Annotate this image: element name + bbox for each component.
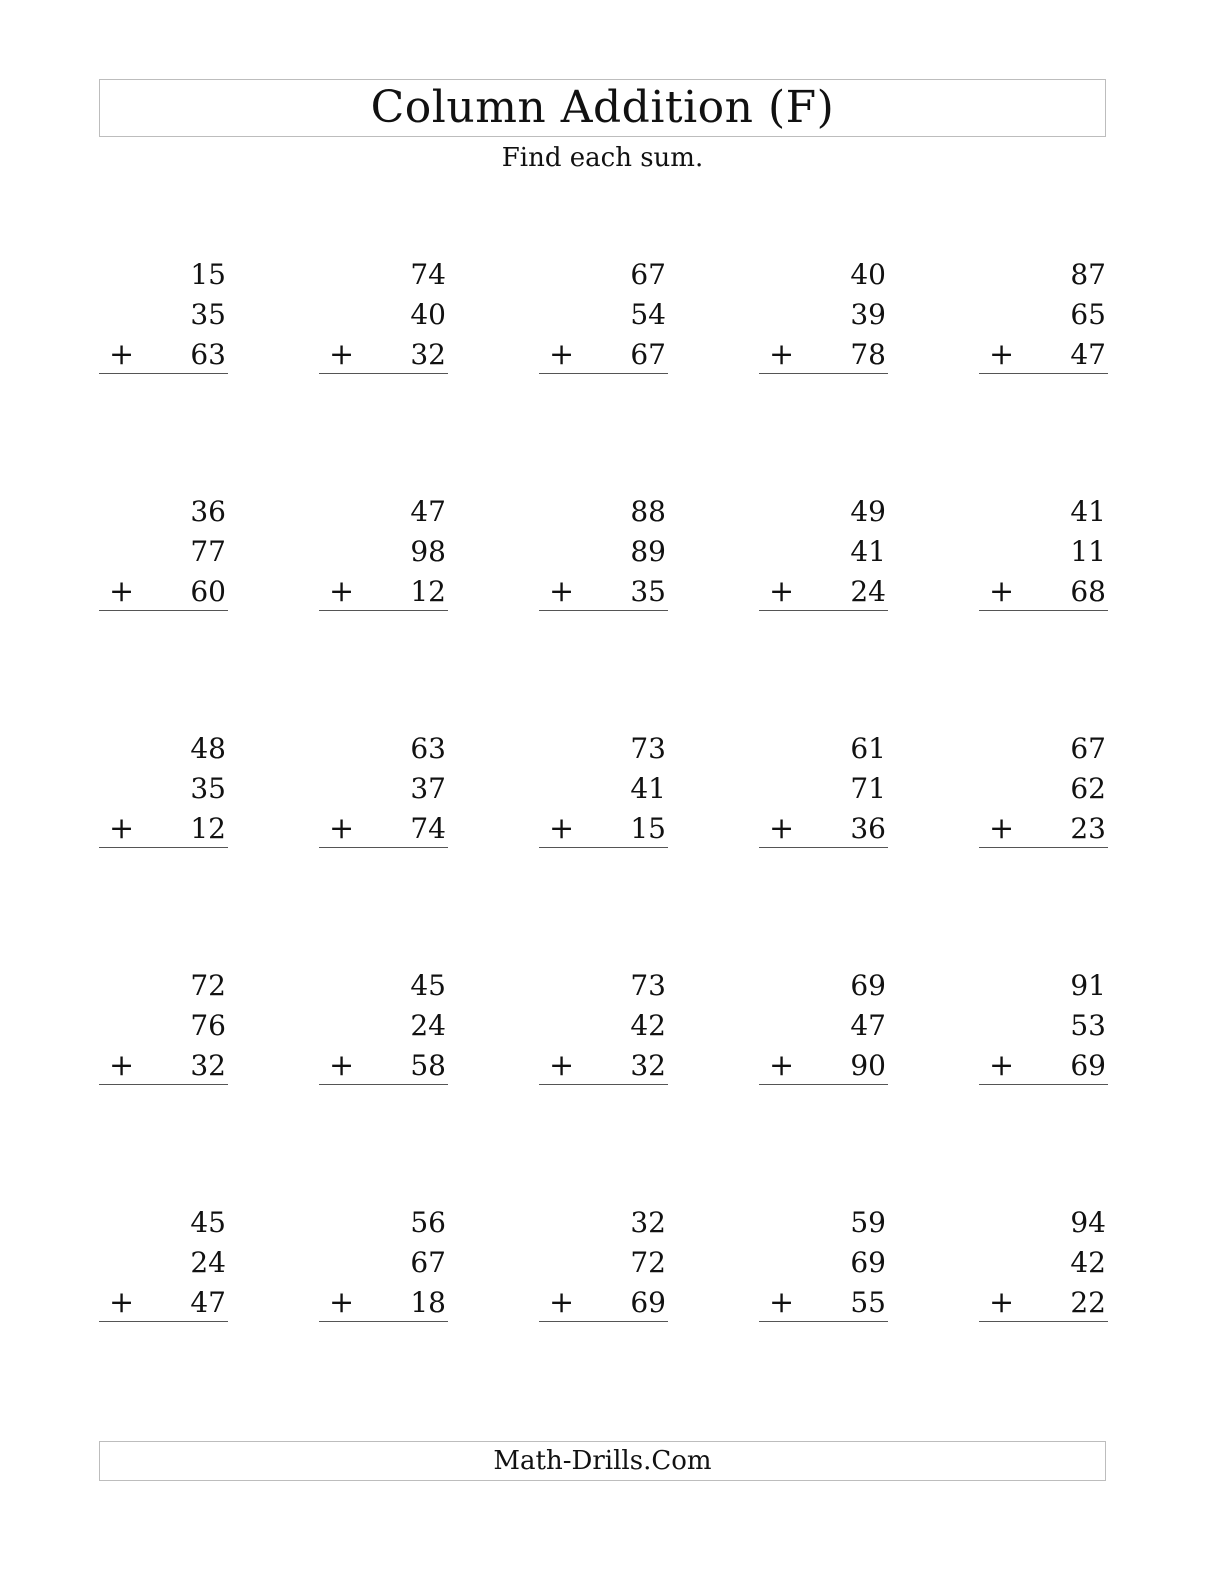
addend: 35 xyxy=(190,772,226,805)
addend: 65 xyxy=(1070,298,1106,331)
addition-problem xyxy=(979,492,1108,614)
addend: 37 xyxy=(410,772,446,805)
addend: 15 xyxy=(190,258,226,291)
addition-problem xyxy=(979,729,1108,851)
sum-line xyxy=(759,373,888,374)
plus-sign: + xyxy=(329,1048,355,1083)
addend: 42 xyxy=(630,1009,666,1042)
addition-problem xyxy=(99,729,228,851)
plus-sign: + xyxy=(769,1285,795,1320)
plus-sign: + xyxy=(989,1048,1015,1083)
addition-problem xyxy=(759,255,888,377)
addition-problem xyxy=(759,729,888,851)
addend: 77 xyxy=(190,535,226,568)
sum-line xyxy=(319,1321,448,1322)
sum-line xyxy=(319,610,448,611)
addend: 40 xyxy=(850,258,886,291)
addend: 68 xyxy=(1070,575,1106,608)
addend: 42 xyxy=(1070,1246,1106,1279)
plus-sign: + xyxy=(769,811,795,846)
plus-sign: + xyxy=(109,1285,135,1320)
plus-sign: + xyxy=(109,1048,135,1083)
addend: 69 xyxy=(1070,1049,1106,1082)
addend: 91 xyxy=(1070,969,1106,1002)
addition-problem xyxy=(539,729,668,851)
addend: 18 xyxy=(410,1286,446,1319)
sum-line xyxy=(539,1321,668,1322)
plus-sign: + xyxy=(109,574,135,609)
plus-sign: + xyxy=(549,337,575,372)
addend: 76 xyxy=(190,1009,226,1042)
addend: 23 xyxy=(1070,812,1106,845)
footer-text: Math-Drills.Com xyxy=(493,1446,712,1476)
addend: 67 xyxy=(630,338,666,371)
addend: 40 xyxy=(410,298,446,331)
addition-problem xyxy=(759,966,888,1088)
addend: 22 xyxy=(1070,1286,1106,1319)
addend: 45 xyxy=(190,1206,226,1239)
addend: 35 xyxy=(630,575,666,608)
addend: 54 xyxy=(630,298,666,331)
addend: 78 xyxy=(850,338,886,371)
addend: 47 xyxy=(1070,338,1106,371)
addend: 12 xyxy=(410,575,446,608)
plus-sign: + xyxy=(109,811,135,846)
addend: 74 xyxy=(410,258,446,291)
plus-sign: + xyxy=(769,337,795,372)
addend: 53 xyxy=(1070,1009,1106,1042)
title-box xyxy=(99,79,1106,137)
addition-problem xyxy=(319,966,448,1088)
sum-line xyxy=(319,373,448,374)
addition-problem xyxy=(539,1203,668,1325)
plus-sign: + xyxy=(549,1048,575,1083)
sum-line xyxy=(99,610,228,611)
plus-sign: + xyxy=(329,574,355,609)
addend: 36 xyxy=(850,812,886,845)
plus-sign: + xyxy=(989,811,1015,846)
addend: 69 xyxy=(630,1286,666,1319)
sum-line xyxy=(759,1084,888,1085)
addend: 90 xyxy=(850,1049,886,1082)
addend: 60 xyxy=(190,575,226,608)
addend: 49 xyxy=(850,495,886,528)
addend: 48 xyxy=(190,732,226,765)
addend: 67 xyxy=(630,258,666,291)
plus-sign: + xyxy=(989,337,1015,372)
addend: 71 xyxy=(850,772,886,805)
addend: 89 xyxy=(630,535,666,568)
plus-sign: + xyxy=(329,337,355,372)
addition-problem xyxy=(319,729,448,851)
plus-sign: + xyxy=(329,811,355,846)
addition-problem xyxy=(99,966,228,1088)
addend: 69 xyxy=(850,969,886,1002)
sum-line xyxy=(979,610,1108,611)
sum-line xyxy=(539,610,668,611)
sum-line xyxy=(99,1084,228,1085)
addition-problem xyxy=(539,966,668,1088)
sum-line xyxy=(319,847,448,848)
addition-problem xyxy=(99,1203,228,1325)
addition-problem xyxy=(979,966,1108,1088)
addend: 32 xyxy=(410,338,446,371)
addend: 41 xyxy=(630,772,666,805)
sum-line xyxy=(979,373,1108,374)
sum-line xyxy=(539,1084,668,1085)
addend: 88 xyxy=(630,495,666,528)
sum-line xyxy=(759,1321,888,1322)
plus-sign: + xyxy=(989,574,1015,609)
addend: 24 xyxy=(190,1246,226,1279)
addend: 67 xyxy=(410,1246,446,1279)
plus-sign: + xyxy=(989,1285,1015,1320)
plus-sign: + xyxy=(769,1048,795,1083)
addend: 73 xyxy=(630,969,666,1002)
sum-line xyxy=(979,847,1108,848)
instructions: Find each sum. xyxy=(501,143,704,173)
addition-problem xyxy=(759,492,888,614)
addend: 62 xyxy=(1070,772,1106,805)
addend: 63 xyxy=(410,732,446,765)
sum-line xyxy=(759,847,888,848)
sum-line xyxy=(99,847,228,848)
addend: 74 xyxy=(410,812,446,845)
sum-line xyxy=(539,847,668,848)
plus-sign: + xyxy=(549,574,575,609)
addend: 35 xyxy=(190,298,226,331)
addend: 24 xyxy=(410,1009,446,1042)
addend: 69 xyxy=(850,1246,886,1279)
addend: 47 xyxy=(190,1286,226,1319)
plus-sign: + xyxy=(549,1285,575,1320)
addition-problem xyxy=(319,492,448,614)
addend: 39 xyxy=(850,298,886,331)
addend: 15 xyxy=(630,812,666,845)
addend: 73 xyxy=(630,732,666,765)
sum-line xyxy=(979,1321,1108,1322)
addend: 55 xyxy=(850,1286,886,1319)
addend: 45 xyxy=(410,969,446,1002)
addend: 72 xyxy=(630,1246,666,1279)
addend: 36 xyxy=(190,495,226,528)
addend: 24 xyxy=(850,575,886,608)
page-title: Column Addition (F) xyxy=(370,82,835,133)
addend: 41 xyxy=(850,535,886,568)
addition-problem xyxy=(99,492,228,614)
addend: 47 xyxy=(410,495,446,528)
sum-line xyxy=(99,1321,228,1322)
addition-problem xyxy=(319,255,448,377)
sum-line xyxy=(759,610,888,611)
addend: 56 xyxy=(410,1206,446,1239)
addend: 12 xyxy=(190,812,226,845)
addend: 87 xyxy=(1070,258,1106,291)
addend: 47 xyxy=(850,1009,886,1042)
addend: 98 xyxy=(410,535,446,568)
addition-problem xyxy=(979,1203,1108,1325)
addend: 41 xyxy=(1070,495,1106,528)
addition-problem xyxy=(99,255,228,377)
plus-sign: + xyxy=(769,574,795,609)
addend: 67 xyxy=(1070,732,1106,765)
addend: 94 xyxy=(1070,1206,1106,1239)
plus-sign: + xyxy=(329,1285,355,1320)
addition-problem xyxy=(319,1203,448,1325)
addend: 61 xyxy=(850,732,886,765)
footer-box xyxy=(99,1441,1106,1481)
addend: 72 xyxy=(190,969,226,1002)
addend: 58 xyxy=(410,1049,446,1082)
addend: 11 xyxy=(1070,535,1106,568)
addition-problem xyxy=(979,255,1108,377)
addition-problem xyxy=(539,492,668,614)
sum-line xyxy=(979,1084,1108,1085)
sum-line xyxy=(319,1084,448,1085)
addend: 32 xyxy=(630,1049,666,1082)
addend: 32 xyxy=(190,1049,226,1082)
addition-problem xyxy=(539,255,668,377)
plus-sign: + xyxy=(549,811,575,846)
plus-sign: + xyxy=(109,337,135,372)
sum-line xyxy=(539,373,668,374)
addend: 59 xyxy=(850,1206,886,1239)
addend: 32 xyxy=(630,1206,666,1239)
sum-line xyxy=(99,373,228,374)
addition-problem xyxy=(759,1203,888,1325)
addend: 63 xyxy=(190,338,226,371)
